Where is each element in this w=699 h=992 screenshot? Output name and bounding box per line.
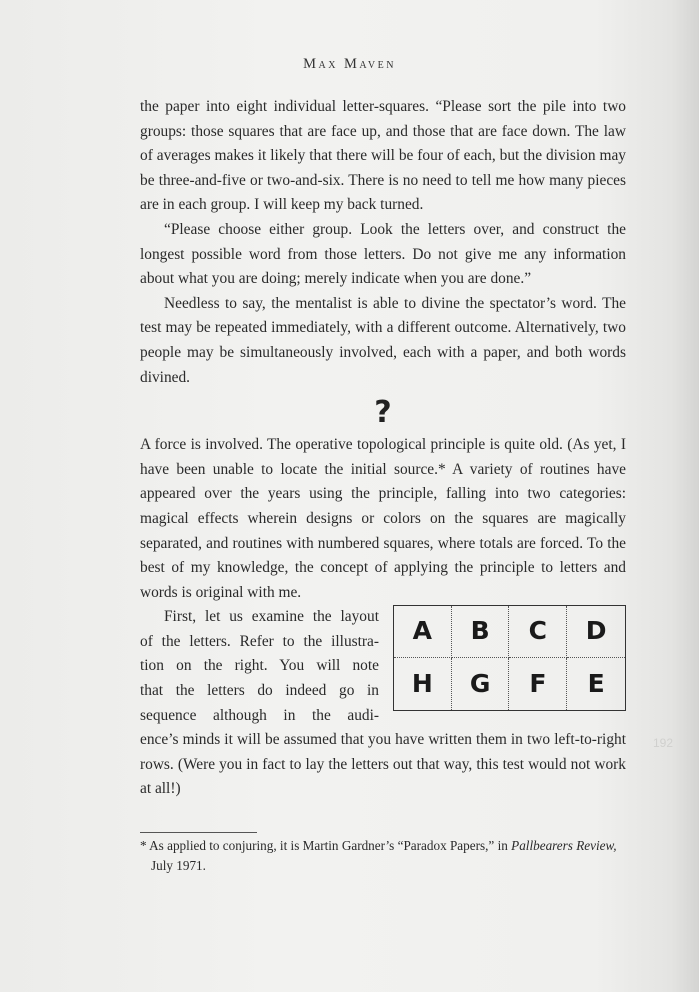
letter-grid-illustration xyxy=(393,605,626,711)
letter-square: B xyxy=(452,606,510,658)
letter-square: F xyxy=(509,658,567,710)
paragraph: A force is involved. The operative topological principle is quite old. (As yet, I have been unable to locate the initial source.* A variety of routines have appeared over the years using the principle, falling into two categories: magical effects wherein designs or colors on the squares are magically separated, and routines with numbered squares, where totals are forced. To the best of my knowledge, the concept of applying the principle to letters and words is original with me. xyxy=(140,436,626,601)
body-text xyxy=(140,95,626,802)
letter-square: C xyxy=(509,606,567,658)
section-break-question-mark: ? xyxy=(374,395,392,431)
letter-square: G xyxy=(452,658,510,710)
bleed-through-page-number: 192 xyxy=(653,736,674,750)
footnote-text: * As applied to conjuring, it is Martin Gardner’s “Paradox Papers,” in xyxy=(140,838,512,853)
letter-square: D xyxy=(567,606,625,658)
wrap-line: tion on the right. You will note xyxy=(140,657,379,675)
letter-square: H xyxy=(394,658,452,710)
paragraph: ence’s minds it will be assumed that you have written them in two left-to-right rows. (Were you in fact to lay the letters out that way, this test would not work at all!) xyxy=(140,731,626,798)
letter-square: A xyxy=(394,606,452,658)
footnote-rule xyxy=(140,832,257,833)
footnote xyxy=(140,836,626,876)
wrap-line: First, let us examine the layout xyxy=(164,608,379,626)
footnote-date: July 1971. xyxy=(151,858,206,873)
wrap-line: sequence although in the audi- xyxy=(140,706,379,724)
running-head-text: Max Maven xyxy=(303,56,396,72)
letter-square: E xyxy=(587,668,605,698)
figure-wrap-text xyxy=(140,605,379,728)
footnote-journal: Pallbearers Review, xyxy=(511,838,617,853)
paragraph: the paper into eight individual letter-squares. “Please sort the pile into two groups: those squares that are face up, and those that are face down. The law of averages makes it likely that there will be four of each, but the division may be three-and-five or two-and-six. There is no need to tell me how many pieces are in each group. I will keep my back turned. xyxy=(140,98,626,214)
wrap-line: that the letters do indeed go in xyxy=(140,682,379,700)
paragraph: “Please choose either group. Look the letters over, and construct the longest possible word from those letters. Do not give me any information about what you are doing; merely indicate when you are done.” xyxy=(140,220,626,288)
paragraph: Needless to say, the mentalist is able to divine the spectator’s word. The test may be repeated immediately, with a different outcome. Alternatively, two people may be simultaneously involved, each with a paper, and both words divined. xyxy=(140,294,626,386)
wrap-line: of the letters. Refer to the illustra- xyxy=(140,632,379,650)
running-head xyxy=(0,56,699,73)
figure-row xyxy=(140,605,626,728)
